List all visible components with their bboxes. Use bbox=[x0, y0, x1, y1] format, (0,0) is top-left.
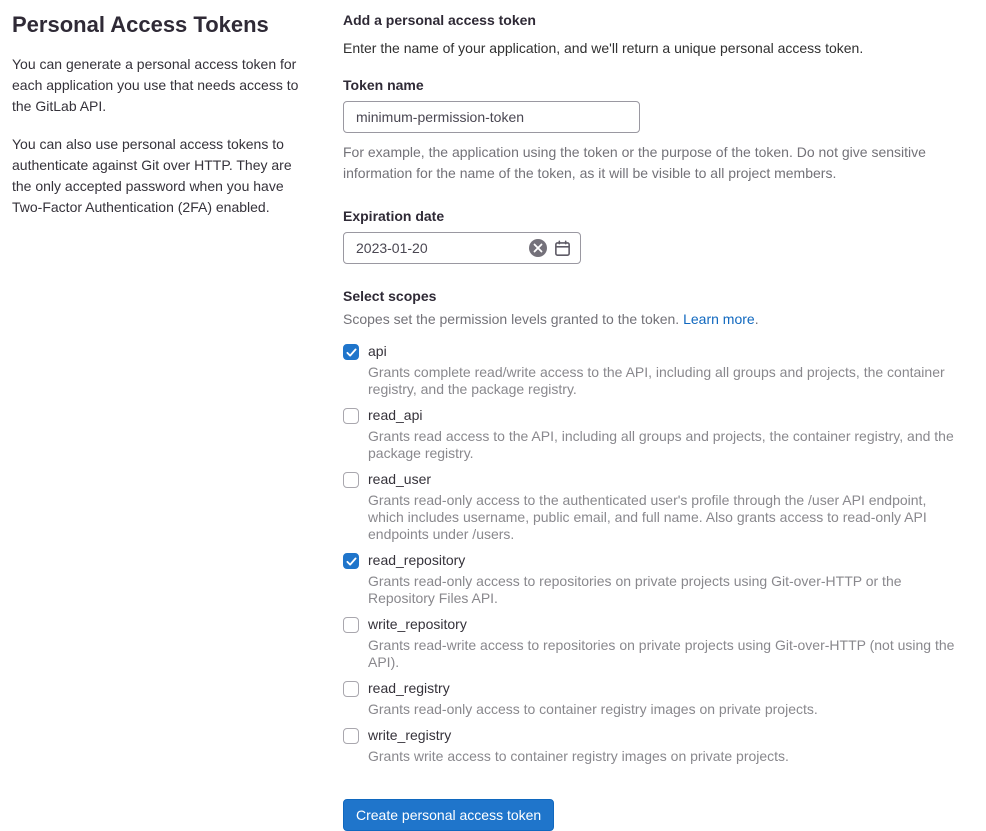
token-name-label: Token name bbox=[343, 77, 424, 93]
scope-text bbox=[368, 406, 963, 462]
scope-text bbox=[368, 551, 963, 607]
description-paragraph-2: You can also use personal access tokens to authenticate against Git over HTTP. They are the only accepted password when you have Two-Factor Authentication (2FA) enabled. bbox=[12, 136, 292, 215]
calendar-icon[interactable] bbox=[553, 239, 571, 257]
scope-row bbox=[343, 342, 963, 398]
page-title: Personal Access Tokens bbox=[12, 12, 269, 37]
form-heading: Add a personal access token bbox=[343, 12, 536, 28]
scopes-help-text: Scopes set the permission levels granted to the token. bbox=[343, 311, 680, 327]
scope-text bbox=[368, 342, 963, 398]
scopes-list bbox=[343, 342, 963, 765]
scope-checkbox-read_repository[interactable] bbox=[343, 553, 359, 569]
token-name-input[interactable] bbox=[343, 101, 640, 133]
scopes-help bbox=[343, 310, 963, 329]
description-paragraph-1: You can generate a personal access token for each application you use that needs access to the GitLab API. bbox=[12, 56, 299, 114]
scope-label[interactable]: read_registry bbox=[368, 680, 450, 696]
scope-description: Grants complete read/write access to the API, including all groups and projects, the container registry, and the package registry. bbox=[368, 364, 945, 397]
scope-label[interactable]: read_api bbox=[368, 407, 423, 423]
scope-label[interactable]: write_registry bbox=[368, 727, 452, 743]
scope-checkbox-write_registry[interactable] bbox=[343, 728, 359, 744]
select-scopes-label: Select scopes bbox=[343, 288, 437, 304]
token-name-group bbox=[343, 77, 963, 184]
scope-text bbox=[368, 470, 963, 543]
scope-description: Grants read access to the API, including all groups and projects, the container registry, and the package registry. bbox=[368, 428, 954, 461]
scope-checkbox-read_registry[interactable] bbox=[343, 681, 359, 697]
form-intro: Enter the name of your application, and we'll return a unique personal access token. bbox=[343, 40, 864, 56]
scope-label[interactable]: api bbox=[368, 343, 387, 359]
scope-label[interactable]: write_repository bbox=[368, 616, 467, 632]
scope-checkbox-read_user[interactable] bbox=[343, 472, 359, 488]
scope-checkbox-read_api[interactable] bbox=[343, 408, 359, 424]
scope-description: Grants read-only access to the authenticated user's profile through the /user API endpoint, which includes username, public email, and full name. Also grants access to read-only API endpoints under /users. bbox=[368, 492, 927, 542]
expiration-date-field bbox=[343, 232, 581, 264]
token-form bbox=[343, 12, 963, 831]
select-scopes-group bbox=[343, 288, 963, 765]
learn-more-link[interactable]: Learn more bbox=[683, 311, 755, 327]
scope-row bbox=[343, 726, 963, 765]
scope-description: Grants read-only access to container registry images on private projects. bbox=[368, 701, 818, 717]
scope-checkbox-api[interactable] bbox=[343, 344, 359, 360]
scope-description: Grants read-only access to repositories on private projects using Git-over-HTTP or the Repository Files API. bbox=[368, 573, 902, 606]
scope-checkbox-write_repository[interactable] bbox=[343, 617, 359, 633]
scope-row bbox=[343, 551, 963, 607]
token-name-help: For example, the application using the token or the purpose of the token. Do not give sensitive information for the name of the token, as it will be visible to all project members. bbox=[343, 144, 926, 181]
scope-description: Grants read-write access to repositories on private projects using Git-over-HTTP (not using the API). bbox=[368, 637, 955, 670]
expiration-date-label: Expiration date bbox=[343, 208, 445, 224]
scope-row bbox=[343, 615, 963, 671]
scope-row bbox=[343, 406, 963, 462]
expiration-date-group bbox=[343, 208, 963, 264]
scope-text bbox=[368, 726, 963, 765]
scope-label[interactable]: read_repository bbox=[368, 552, 466, 568]
scope-label[interactable]: read_user bbox=[368, 471, 432, 487]
create-token-button[interactable]: Create personal access token bbox=[343, 799, 554, 831]
scope-description: Grants write access to container registry images on private projects. bbox=[368, 748, 789, 764]
scope-text bbox=[368, 679, 963, 718]
scope-row bbox=[343, 679, 963, 718]
scope-row bbox=[343, 470, 963, 543]
clear-icon[interactable] bbox=[529, 239, 547, 257]
scope-text bbox=[368, 615, 963, 671]
description-column bbox=[12, 12, 312, 831]
learn-more-period: . bbox=[754, 311, 759, 327]
